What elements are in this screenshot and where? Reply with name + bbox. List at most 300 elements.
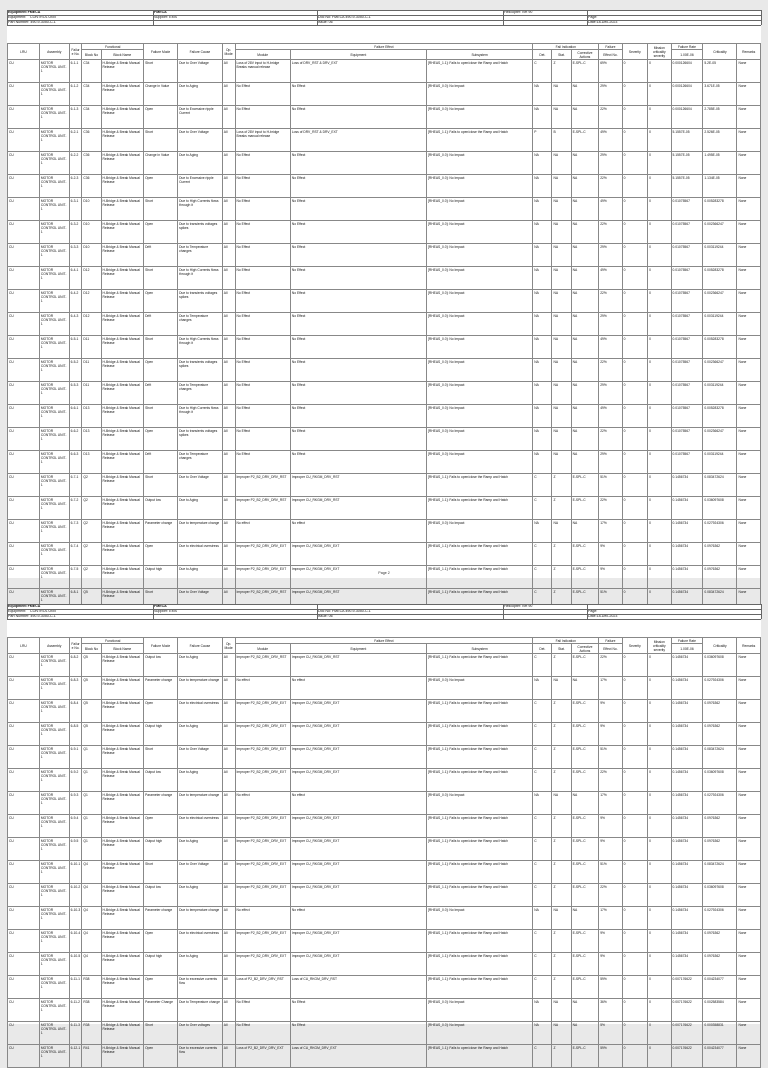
cell-remarks: None — [737, 60, 761, 83]
table-row — [8, 792, 761, 815]
table-row — [8, 566, 761, 589]
cell-op-mode: All — [222, 152, 235, 175]
cell-failure-no: 6-2-2 — [69, 152, 82, 175]
header-part-number: Part Number: 490-9-3050-C-1 — [8, 20, 56, 24]
cell-failure-no: 6-10-4 — [69, 930, 82, 953]
table-row — [8, 838, 761, 861]
cell-failure-rate: 0.1456734 — [671, 838, 703, 861]
cell-op-mode: All — [222, 792, 235, 815]
cell-effect-no: 69% — [599, 60, 622, 83]
table-row — [8, 336, 761, 359]
cell-effect-no: 22% — [599, 769, 622, 792]
cell-lru: CU — [8, 930, 40, 953]
cell-failure-no: 6-11-2 — [69, 999, 82, 1022]
cell-mission-criticality: 0 — [648, 746, 671, 769]
cell-severity: 0 — [622, 1045, 648, 1068]
cell-equipment-effect: No Effect — [290, 106, 426, 129]
cell-failure-no: 6-1-2 — [69, 83, 82, 106]
cell-mission-criticality: 0 — [648, 815, 671, 838]
cell-block-no: C36 — [82, 175, 101, 198]
cell-module-effect: Improper P2_B2_DRV_DRV_EXT — [235, 930, 290, 953]
cell-severity: 0 — [622, 566, 648, 589]
cell-failure-rate: 0.1456734 — [671, 520, 703, 543]
cell-mission-criticality: 0 — [648, 175, 671, 198]
cell-det: NA — [533, 520, 552, 543]
cell-remarks: None — [737, 520, 761, 543]
cell-stat: Z — [552, 497, 571, 520]
header-rule — [7, 15, 761, 16]
header-rule — [7, 10, 8, 25]
cell-failure-mode: Short — [144, 198, 178, 221]
header-rule — [7, 604, 8, 619]
cell-module-effect: Improper P2_B2_DRV_DRV_RST — [235, 497, 290, 520]
cell-mission-criticality: 0 — [648, 152, 671, 175]
cell-failure-cause: Due to Aging — [178, 566, 223, 589]
cell-severity: 0 — [622, 953, 648, 976]
cell-mission-criticality: 0 — [648, 267, 671, 290]
cell-block-name: H-Bridge & Break Manual Release — [101, 589, 144, 612]
cell-subsystem-effect: [RHEAS_1.1]: Fails to open/close the Ramp and Hatch — [426, 884, 532, 907]
cell-effect-no: 22% — [599, 359, 622, 382]
cell-block-name: H-Bridge & Break Manual Release — [101, 930, 144, 953]
cell-op-mode: All — [222, 723, 235, 746]
cell-effect-no: 9% — [599, 700, 622, 723]
cell-failure-rate: 0.000126604 — [671, 106, 703, 129]
header-equipment-label: Equipment FMECA — [8, 604, 41, 608]
cell-lru: CU — [8, 336, 40, 359]
cell-severity: 0 — [622, 746, 648, 769]
cell-subsystem-effect: [RHEAS_0.0]: No Impact — [426, 152, 532, 175]
cell-remarks: None — [737, 1022, 761, 1045]
cell-severity: 0 — [622, 290, 648, 313]
table-row — [8, 654, 761, 677]
cell-lru: CU — [8, 244, 40, 267]
cell-criticality: 0.002366247 — [703, 221, 737, 244]
cell-block-no: Q5 — [82, 677, 101, 700]
table-row — [8, 198, 761, 221]
cell-failure-cause: Due to Aging — [178, 769, 223, 792]
cell-block-name: H-Bridge & Break Manual Release — [101, 999, 144, 1022]
col-header-det: Det. — [533, 50, 552, 60]
cell-lru: CU — [8, 907, 40, 930]
cell-corrective-action: NA — [571, 83, 599, 106]
cell-block-name: H-Bridge & Break Manual Release — [101, 497, 144, 520]
cell-failure-no: 6-4-2 — [69, 290, 82, 313]
cell-corrective-action: E-SPL-C — [571, 930, 599, 953]
cell-det: NA — [533, 382, 552, 405]
cell-subsystem-effect: [RHEAS_0.0]: No Impact — [426, 999, 532, 1022]
cell-det: C — [533, 861, 552, 884]
table-row — [8, 474, 761, 497]
cell-block-name: H-Bridge & Break Manual Release — [101, 221, 144, 244]
header-equipment-label: Equipment FMECA — [8, 10, 41, 14]
cell-severity: 0 — [622, 520, 648, 543]
cell-severity: 0 — [622, 336, 648, 359]
cell-failure-no: 6-8-5 — [69, 723, 82, 746]
cell-failure-no: 6-5-3 — [69, 382, 82, 405]
cell-failure-no: 6-11-3 — [69, 1022, 82, 1045]
cell-subsystem-effect: [RHEAS_0.0]: No Impact — [426, 405, 532, 428]
cell-stat: NA — [552, 83, 571, 106]
table-row — [8, 953, 761, 976]
cell-det: C — [533, 838, 552, 861]
cell-failure-rate: 5.1557E-05 — [671, 152, 703, 175]
cell-mission-criticality: 0 — [648, 382, 671, 405]
cell-mission-criticality: 0 — [648, 566, 671, 589]
cell-op-mode: All — [222, 815, 235, 838]
cell-corrective-action: NA — [571, 405, 599, 428]
col-header-failure-mode: Failure Mode — [144, 638, 178, 654]
cell-block-name: H-Bridge & Break Manual Release — [101, 359, 144, 382]
cell-assembly: MOTOR CONTROL UNIT-1 — [39, 930, 69, 953]
header-date: Date:18-Dec-2023 — [588, 20, 618, 24]
cell-block-name: H-Bridge & Break Manual Release — [101, 746, 144, 769]
cell-subsystem-effect: [RHEAS_0.0]: No Impact — [426, 83, 532, 106]
cell-assembly: MOTOR CONTROL UNIT-1 — [39, 359, 69, 382]
cell-criticality: 0.003119244 — [703, 451, 737, 474]
cell-failure-rate: 0.1456734 — [671, 884, 703, 907]
cell-lru: CU — [8, 267, 40, 290]
header-equipment-prefix: Equipment: — [8, 15, 27, 19]
cell-det: C — [533, 589, 552, 612]
cell-remarks: None — [737, 861, 761, 884]
header-rule — [7, 609, 761, 610]
cell-stat: NA — [552, 382, 571, 405]
cell-stat: NA — [552, 451, 571, 474]
cell-equipment-effect: Improper CU_RKGM_DRV_EXT — [290, 861, 426, 884]
cell-op-mode: All — [222, 198, 235, 221]
cell-op-mode: All — [222, 106, 235, 129]
cell-stat: B — [552, 129, 571, 152]
cell-module-effect: Improper P2_B2_DRV_DRV_EXT — [235, 746, 290, 769]
table-row — [8, 769, 761, 792]
cell-severity: 0 — [622, 313, 648, 336]
cell-failure-mode: Output high — [144, 953, 178, 976]
cell-failure-no: 6-9-1 — [69, 746, 82, 769]
cell-lru: CU — [8, 589, 40, 612]
col-header-effect-no: Effect No. — [599, 50, 622, 60]
page-number: Page 2 — [378, 571, 390, 575]
cell-equipment-effect: Improper CU_RKGM_DRV_EXT — [290, 769, 426, 792]
cell-failure-mode: Output high — [144, 723, 178, 746]
cell-subsystem-effect: [RHEAS_1.1]: Fails to open/close the Ramp and Hatch — [426, 976, 532, 999]
cell-block-no: D13 — [82, 451, 101, 474]
cell-block-no: Q5 — [82, 654, 101, 677]
cell-corrective-action: E-SPL-C — [571, 976, 599, 999]
cell-equipment-effect: No Effect — [290, 313, 426, 336]
cell-severity: 0 — [622, 723, 648, 746]
cell-failure-cause: Due to electrical overstress — [178, 700, 223, 723]
cell-module-effect: Improper P2_B2_DRV_DRV_EXT — [235, 723, 290, 746]
col-header-stat: Stat. — [552, 50, 571, 60]
cell-op-mode: All — [222, 746, 235, 769]
cell-criticality: 0.005283278 — [703, 336, 737, 359]
cell-module-effect: No Effect — [235, 405, 290, 428]
cell-stat: Z — [552, 746, 571, 769]
col-header-mission-criticality: Mission criticality severity — [648, 44, 671, 60]
cell-corrective-action: NA — [571, 520, 599, 543]
cell-criticality: 0.083472624 — [703, 589, 737, 612]
cell-module-effect: No Effect — [235, 244, 290, 267]
cell-block-name: H-Bridge & Break Manual Release — [101, 198, 144, 221]
table-row — [8, 313, 761, 336]
cell-assembly: MOTOR CONTROL UNIT-1 — [39, 428, 69, 451]
cell-failure-mode: Open — [144, 543, 178, 566]
cell-corrective-action: E-SPL-C — [571, 1045, 599, 1068]
cell-lru: CU — [8, 497, 40, 520]
cell-module-effect: Improper P2_B2_DRV_DRV_EXT — [235, 543, 290, 566]
cell-mission-criticality: 0 — [648, 700, 671, 723]
cell-subsystem-effect: [RHEAS_1.1]: Fails to open/close the Ramp and Hatch — [426, 129, 532, 152]
cell-op-mode: All — [222, 999, 235, 1022]
cell-failure-no: 6-9-4 — [69, 815, 82, 838]
cell-lru: CU — [8, 175, 40, 198]
cell-mission-criticality: 0 — [648, 907, 671, 930]
cell-subsystem-effect: [RHEAS_1.1]: Fails to open/close the Ramp and Hatch — [426, 543, 532, 566]
cell-severity: 0 — [622, 1022, 648, 1045]
cell-block-name: H-Bridge & Break Manual Release — [101, 129, 144, 152]
header-rule — [7, 20, 761, 21]
cell-equipment-effect: Improper CU_RKGM_DRV_RST — [290, 654, 426, 677]
cell-op-mode: All — [222, 953, 235, 976]
cell-failure-cause: Due to Aging — [178, 723, 223, 746]
cell-corrective-action: E-SPL-C — [571, 884, 599, 907]
cell-block-no: D10 — [82, 221, 101, 244]
cell-lru: CU — [8, 999, 40, 1022]
cell-module-effect: Improper P2_B2_DRV_DRV_EXT — [235, 953, 290, 976]
table-row — [8, 907, 761, 930]
col-header-module: Module — [235, 50, 290, 60]
cell-equipment-effect: No Effect — [290, 221, 426, 244]
header-rule — [761, 604, 762, 619]
cell-failure-rate: 0.007176622 — [671, 976, 703, 999]
cell-assembly: MOTOR CONTROL UNIT-1 — [39, 129, 69, 152]
header-part-number: Part Number: 490-9-3050-C-1 — [8, 614, 56, 618]
cell-block-no: Q5 — [82, 700, 101, 723]
cell-failure-no: 6-7-1 — [69, 474, 82, 497]
cell-lru: CU — [8, 106, 40, 129]
cell-equipment-effect: Improper CU_RKGM_DRV_EXT — [290, 930, 426, 953]
cell-remarks: None — [737, 1045, 761, 1068]
cell-module-effect: Loss of P2_B2_DRV_DRV_EXT — [235, 1045, 290, 1068]
header-helicopter: Helicopter: NH 90 — [504, 10, 533, 14]
cell-assembly: MOTOR CONTROL UNIT-1 — [39, 723, 69, 746]
cell-criticality: 0.083472624 — [703, 746, 737, 769]
cell-lru: CU — [8, 861, 40, 884]
cell-failure-mode: Short — [144, 129, 178, 152]
cell-remarks: None — [737, 290, 761, 313]
col-header-fail-indication: Fail Indication — [533, 44, 599, 50]
cell-lru: CU — [8, 520, 40, 543]
header-equipment-prefix: Equipment: — [8, 609, 27, 613]
cell-failure-no: 6-9-3 — [69, 792, 82, 815]
cell-remarks: None — [737, 175, 761, 198]
cell-assembly: MOTOR CONTROL UNIT-1 — [39, 313, 69, 336]
cell-subsystem-effect: [RHEAS_1.1]: Fails to open/close the Ramp and Hatch — [426, 930, 532, 953]
cell-op-mode: All — [222, 221, 235, 244]
cell-mission-criticality: 0 — [648, 838, 671, 861]
header-rule — [7, 10, 761, 11]
cell-block-no: R41 — [82, 1045, 101, 1068]
cell-mission-criticality: 0 — [648, 129, 671, 152]
cell-det: C — [533, 930, 552, 953]
table-head — [8, 638, 761, 654]
cell-mission-criticality: 0 — [648, 359, 671, 382]
cell-corrective-action: NA — [571, 999, 599, 1022]
cell-criticality: 0.005283278 — [703, 405, 737, 428]
col-header-criticality: Criticality — [703, 638, 737, 654]
cell-severity: 0 — [622, 175, 648, 198]
cell-corrective-action: NA — [571, 451, 599, 474]
cell-severity: 0 — [622, 976, 648, 999]
cell-stat: Z — [552, 861, 571, 884]
cell-effect-no: 9% — [599, 723, 622, 746]
cell-failure-cause: Due to Aging — [178, 884, 223, 907]
cell-equipment-effect: Loss of CU_RKGM_DRV_EXT — [290, 1045, 426, 1068]
cell-severity: 0 — [622, 428, 648, 451]
cell-module-effect: No Effect — [235, 152, 290, 175]
cell-effect-no: 17% — [599, 520, 622, 543]
cell-severity: 0 — [622, 474, 648, 497]
cell-criticality: 0.000358831 — [703, 1022, 737, 1045]
cell-failure-mode: Parameter change — [144, 792, 178, 815]
cell-effect-no: 49% — [599, 267, 622, 290]
cell-corrective-action: NA — [571, 198, 599, 221]
table-head — [8, 44, 761, 60]
table-row — [8, 152, 761, 175]
cell-subsystem-effect: [RHEAS_1.1]: Fails to open/close the Ramp and Hatch — [426, 769, 532, 792]
cell-effect-no: 22% — [599, 428, 622, 451]
cell-lru: CU — [8, 543, 40, 566]
cell-module-effect: No Effect — [235, 336, 290, 359]
cell-block-name: H-Bridge & Break Manual Release — [101, 152, 144, 175]
cell-failure-rate: 0.01075567 — [671, 428, 703, 451]
cell-failure-cause: Due to excessive currents flow — [178, 1045, 223, 1068]
cell-effect-no: 49% — [599, 405, 622, 428]
cell-equipment-effect: No Effect — [290, 175, 426, 198]
cell-equipment-effect: No Effect — [290, 336, 426, 359]
cell-stat: NA — [552, 336, 571, 359]
cell-det: NA — [533, 1022, 552, 1045]
cell-module-effect: Loss of 28V input to H-bridge Breaks manual release — [235, 60, 290, 83]
cell-assembly: MOTOR CONTROL UNIT-1 — [39, 405, 69, 428]
cell-lru: CU — [8, 884, 40, 907]
cell-assembly: MOTOR CONTROL UNIT-1 — [39, 244, 69, 267]
cell-criticality: 0.004234077 — [703, 976, 737, 999]
cell-failure-no: 6-2-3 — [69, 175, 82, 198]
cell-block-name: H-Bridge & Break Manual Release — [101, 336, 144, 359]
header-doc-type: FMECA — [154, 10, 167, 14]
cell-op-mode: All — [222, 677, 235, 700]
table-row — [8, 976, 761, 999]
cell-subsystem-effect: [RHEAS_0.0]: No Impact — [426, 428, 532, 451]
cell-equipment-effect: Improper CU_RKGM_DRV_EXT — [290, 543, 426, 566]
cell-failure-rate: 5.1557E-05 — [671, 129, 703, 152]
cell-stat: NA — [552, 106, 571, 129]
cell-criticality: 0.0976362 — [703, 566, 737, 589]
cell-criticality: 0.003119244 — [703, 244, 737, 267]
cell-remarks: None — [737, 700, 761, 723]
cell-block-no: R38 — [82, 1022, 101, 1045]
cell-equipment-effect: No Effect — [290, 999, 426, 1022]
cell-corrective-action: E-SPL-C — [571, 953, 599, 976]
col-header-failure-no: Failure No. — [69, 44, 82, 60]
cell-stat: Z — [552, 976, 571, 999]
cell-failure-cause: Due to temperature change — [178, 677, 223, 700]
cell-module-effect: Improper P2_B2_DRV_DRV_EXT — [235, 566, 290, 589]
cell-severity: 0 — [622, 861, 648, 884]
cell-failure-no: 6-3-2 — [69, 221, 82, 244]
document-page — [7, 604, 761, 1058]
cell-lru: CU — [8, 700, 40, 723]
cell-op-mode: All — [222, 175, 235, 198]
cell-equipment-effect: No Effect — [290, 405, 426, 428]
cell-mission-criticality: 0 — [648, 244, 671, 267]
cell-assembly: MOTOR CONTROL UNIT-1 — [39, 60, 69, 83]
cell-lru: CU — [8, 152, 40, 175]
col-header-failure: Failure — [599, 638, 622, 644]
cell-failure-mode: Parameter change — [144, 520, 178, 543]
cell-subsystem-effect: [RHEAS_1.1]: Fails to open/close the Ramp and Hatch — [426, 60, 532, 83]
cell-failure-cause: Due to Aging — [178, 654, 223, 677]
cell-module-effect: Improper P2_B2_DRV_DRV_RST — [235, 654, 290, 677]
cell-assembly: MOTOR CONTROL UNIT-1 — [39, 221, 69, 244]
header-supplier: Supplier: EMS — [154, 15, 177, 19]
cell-block-name: H-Bridge & Break Manual Release — [101, 976, 144, 999]
cell-lru: CU — [8, 290, 40, 313]
cell-block-no: Q2 — [82, 520, 101, 543]
cell-failure-rate: 0.01075567 — [671, 405, 703, 428]
cell-criticality: 0.027924306 — [703, 907, 737, 930]
cell-failure-mode: Output high — [144, 566, 178, 589]
cell-mission-criticality: 0 — [648, 792, 671, 815]
col-header-failure: Failure — [599, 44, 622, 50]
cell-criticality: 1.134E-05 — [703, 175, 737, 198]
cell-failure-mode: Drift — [144, 244, 178, 267]
cell-failure-no: 6-10-2 — [69, 884, 82, 907]
cell-failure-rate: 0.01075567 — [671, 336, 703, 359]
cell-failure-cause: Due to Aging — [178, 838, 223, 861]
cell-block-name: H-Bridge & Break Manual Release — [101, 474, 144, 497]
cell-failure-cause: Due to High Currents flows through it — [178, 405, 223, 428]
cell-stat: Z — [552, 838, 571, 861]
cell-stat: Z — [552, 1045, 571, 1068]
cell-failure-mode: Open — [144, 1045, 178, 1068]
cell-block-no: Q5 — [82, 589, 101, 612]
cell-mission-criticality: 0 — [648, 520, 671, 543]
header-rule — [153, 10, 154, 25]
cell-block-no: D10 — [82, 198, 101, 221]
cell-subsystem-effect: [RHEAS_0.0]: No Impact — [426, 1022, 532, 1045]
cell-op-mode: All — [222, 700, 235, 723]
cell-block-no: D11 — [82, 359, 101, 382]
cell-effect-no: 17% — [599, 907, 622, 930]
cell-subsystem-effect: [RHEAS_0.0]: No Impact — [426, 907, 532, 930]
cell-module-effect: No Effect — [235, 313, 290, 336]
cell-corrective-action: E-SPL-C — [571, 769, 599, 792]
cell-failure-rate: 0.01075567 — [671, 451, 703, 474]
cell-assembly: MOTOR CONTROL UNIT-1 — [39, 1045, 69, 1068]
cell-mission-criticality: 0 — [648, 769, 671, 792]
cell-det: NA — [533, 152, 552, 175]
cell-op-mode: All — [222, 1022, 235, 1045]
cell-failure-rate: 0.1456734 — [671, 497, 703, 520]
cell-block-no: D11 — [82, 382, 101, 405]
cell-failure-mode: Short — [144, 267, 178, 290]
cell-effect-no: 49% — [599, 129, 622, 152]
cell-failure-cause: Due to Aging — [178, 83, 223, 106]
cell-module-effect: No Effect — [235, 359, 290, 382]
